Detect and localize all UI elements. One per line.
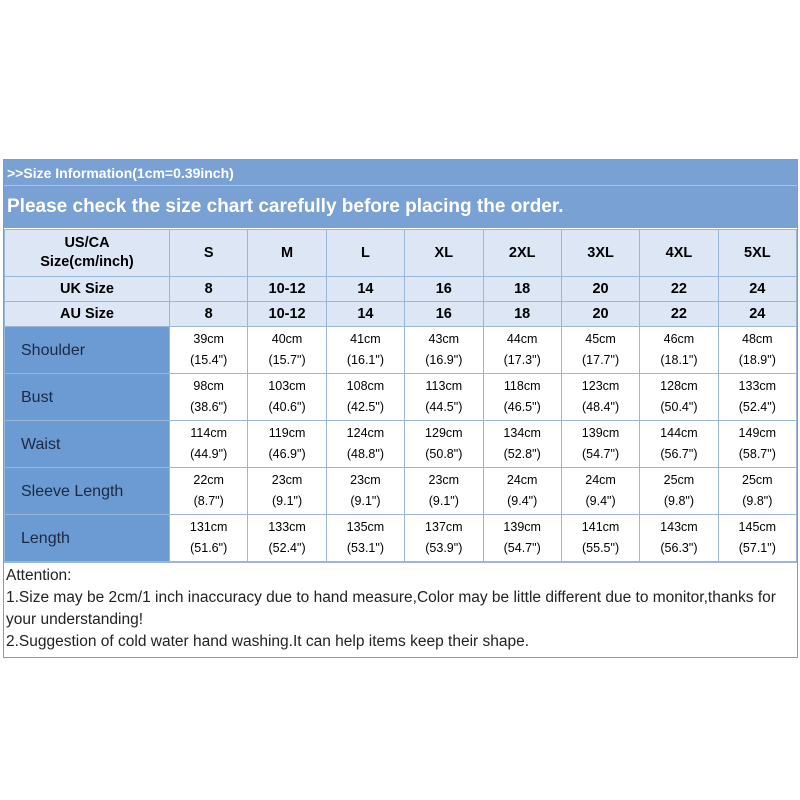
measurement-cm: 25cm — [742, 473, 773, 487]
measurement-inch: (9.4") — [507, 494, 538, 508]
measurement-inch: (57.1") — [738, 541, 776, 555]
au-size-cell: 18 — [483, 302, 561, 327]
measurement-cell — [248, 327, 326, 374]
au-size-cell: 10-12 — [248, 302, 326, 327]
measurement-inch: (15.7") — [268, 353, 306, 367]
measurement-cell — [405, 515, 483, 562]
measurement-cell — [248, 421, 326, 468]
uk-size-cell: 20 — [561, 277, 639, 302]
measurement-inch: (8.7") — [193, 494, 224, 508]
measurement-inch: (46.5") — [503, 400, 541, 414]
measurement-cm: 149cm — [738, 426, 777, 440]
measurement-cell — [718, 515, 796, 562]
au-size-label: AU Size — [5, 302, 170, 327]
attention-notes — [4, 562, 797, 657]
uk-size-cell: 16 — [405, 277, 483, 302]
measurement-cm: 25cm — [663, 473, 695, 487]
measurement-cm: 135cm — [346, 520, 385, 534]
measurement-inch: (9.8") — [742, 494, 773, 508]
measurement-cm: 24cm — [585, 473, 616, 487]
measurement-inch: (54.7") — [503, 541, 541, 555]
measurement-cm: 103cm — [268, 379, 306, 393]
measurement-row — [5, 468, 797, 515]
measurement-inch: (44.9") — [190, 447, 228, 461]
measurement-cm: 114cm — [190, 426, 227, 440]
uk-size-label: UK Size — [5, 277, 170, 302]
au-size-cell: 22 — [640, 302, 718, 327]
measurement-cm: 23cm — [271, 473, 303, 487]
size-table — [4, 229, 797, 562]
measurement-inch: (9.1") — [428, 494, 459, 508]
measurement-inch: (52.4") — [268, 541, 306, 555]
size-header-cell: 3XL — [561, 230, 639, 277]
measurement-cm: 113cm — [425, 379, 463, 393]
uk-size-cell: 18 — [483, 277, 561, 302]
measurement-cell — [483, 374, 561, 421]
measurement-cell — [561, 374, 639, 421]
measurement-inch: (53.9") — [425, 541, 463, 555]
measurement-label: Sleeve Length — [5, 468, 170, 515]
size-chart — [3, 159, 798, 658]
au-size-cell: 8 — [170, 302, 248, 327]
measurement-inch: (56.7") — [660, 447, 698, 461]
size-chart-banner — [4, 160, 797, 229]
measurement-cell — [718, 421, 796, 468]
measurement-cm: 41cm — [350, 332, 381, 346]
size-header-cell: S — [170, 230, 248, 277]
measurement-inch: (50.8") — [425, 447, 463, 461]
uk-size-cell: 22 — [640, 277, 718, 302]
measurement-inch: (9.8") — [663, 494, 694, 508]
attention-note-2: 2.Suggestion of cold water hand washing.It can help items keep their shape. — [6, 633, 530, 650]
measurement-inch: (18.1") — [660, 353, 698, 367]
measurement-inch: (46.9") — [268, 447, 306, 461]
uk-size-cell: 14 — [326, 277, 404, 302]
measurement-cell — [248, 468, 326, 515]
size-information-title: >>Size Information(1cm=0.39inch) — [4, 160, 797, 186]
au-size-cell: 14 — [326, 302, 404, 327]
measurement-cell — [170, 374, 248, 421]
measurement-cell — [405, 421, 483, 468]
measurement-inch: (18.9") — [738, 353, 776, 367]
measurement-cm: 45cm — [585, 332, 616, 346]
uk-size-cell: 24 — [718, 277, 796, 302]
measurement-cell — [718, 327, 796, 374]
size-check-notice: Please check the size chart carefully before placing the order. — [7, 196, 564, 217]
measurement-cm: 129cm — [425, 426, 463, 440]
measurement-cell — [405, 468, 483, 515]
measurement-cell — [561, 421, 639, 468]
measurement-cm: 39cm — [193, 332, 224, 346]
measurement-cm: 46cm — [663, 332, 695, 346]
measurement-cell — [640, 327, 718, 374]
measurement-cell — [718, 374, 796, 421]
measurement-cell — [326, 515, 404, 562]
measurement-cell — [170, 421, 248, 468]
measurement-cm: 40cm — [271, 332, 303, 346]
measurement-cm: 139cm — [503, 520, 541, 534]
measurement-cell — [248, 515, 326, 562]
measurement-cell — [483, 515, 561, 562]
measurement-cm: 43cm — [428, 332, 460, 346]
measurement-cm: 119cm — [268, 426, 306, 440]
measurement-cm: 98cm — [193, 379, 224, 393]
measurement-cm: 131cm — [189, 520, 228, 534]
us-size-label-line2: Size(cm/inch) — [40, 254, 134, 270]
measurement-inch: (42.5") — [346, 400, 384, 414]
measurement-cm: 24cm — [506, 473, 538, 487]
uk-size-row — [5, 277, 797, 302]
measurement-cm: 23cm — [350, 473, 381, 487]
measurement-cell — [405, 327, 483, 374]
us-size-label-line1: US/CA — [64, 235, 110, 251]
measurement-cm: 137cm — [425, 520, 463, 534]
measurement-row — [5, 327, 797, 374]
measurement-inch: (48.4") — [582, 400, 620, 414]
measurement-inch: (17.7") — [582, 353, 620, 367]
measurement-cell — [248, 374, 326, 421]
measurement-cm: 143cm — [660, 520, 698, 534]
measurement-inch: (16.1") — [346, 353, 384, 367]
measurement-cm: 22cm — [193, 473, 224, 487]
au-size-row — [5, 302, 797, 327]
measurement-cell — [326, 468, 404, 515]
size-header-cell: 5XL — [718, 230, 796, 277]
measurement-cell — [561, 468, 639, 515]
uk-size-cell: 8 — [170, 277, 248, 302]
measurement-cell — [483, 421, 561, 468]
size-header-cell: L — [326, 230, 404, 277]
measurement-cell — [170, 515, 248, 562]
uk-size-cell: 10-12 — [248, 277, 326, 302]
measurement-label: Waist — [5, 421, 170, 468]
measurement-cell — [718, 468, 796, 515]
measurement-cell — [640, 515, 718, 562]
measurement-inch: (56.3") — [660, 541, 698, 555]
measurement-cell — [326, 327, 404, 374]
measurement-inch: (53.1") — [346, 541, 384, 555]
measurement-inch: (55.5") — [582, 541, 620, 555]
measurement-cm: 133cm — [268, 520, 306, 534]
measurement-inch: (51.6") — [190, 541, 228, 555]
measurement-row — [5, 421, 797, 468]
measurement-inch: (54.7") — [582, 447, 620, 461]
measurement-cm: 48cm — [742, 332, 773, 346]
size-header-cell: 4XL — [640, 230, 718, 277]
measurement-cm: 128cm — [660, 379, 698, 393]
measurement-cm: 134cm — [503, 426, 541, 440]
size-table-body — [5, 230, 797, 562]
measurement-cell — [561, 515, 639, 562]
measurement-inch: (38.6") — [190, 400, 228, 414]
measurement-inch: (58.7") — [738, 447, 776, 461]
measurement-cell — [170, 327, 248, 374]
measurement-cell — [405, 374, 483, 421]
measurement-inch: (50.4") — [660, 400, 698, 414]
measurement-cell — [326, 374, 404, 421]
measurement-label: Bust — [5, 374, 170, 421]
size-header-row — [5, 230, 797, 277]
size-header-cell: XL — [405, 230, 483, 277]
measurement-cm: 141cm — [581, 520, 620, 534]
measurement-cm: 118cm — [503, 379, 541, 393]
au-size-cell: 16 — [405, 302, 483, 327]
measurement-inch: (17.3") — [503, 353, 541, 367]
measurement-cm: 44cm — [506, 332, 538, 346]
au-size-cell: 20 — [561, 302, 639, 327]
measurement-cm: 23cm — [428, 473, 460, 487]
measurement-inch: (9.1") — [350, 494, 381, 508]
measurement-inch: (52.4") — [738, 400, 776, 414]
au-size-cell: 24 — [718, 302, 796, 327]
measurement-cell — [561, 327, 639, 374]
attention-title: Attention: — [6, 567, 72, 584]
measurement-inch: (16.9") — [425, 353, 463, 367]
measurement-cm: 144cm — [660, 426, 698, 440]
measurement-label: Shoulder — [5, 327, 170, 374]
measurement-row — [5, 515, 797, 562]
measurement-cm: 123cm — [581, 379, 620, 393]
measurement-inch: (40.6") — [268, 400, 306, 414]
size-header-cell: 2XL — [483, 230, 561, 277]
measurement-cell — [640, 468, 718, 515]
measurement-cell — [640, 421, 718, 468]
measurement-cm: 133cm — [738, 379, 777, 393]
measurement-inch: (44.5") — [425, 400, 463, 414]
measurement-cm: 145cm — [738, 520, 777, 534]
size-header-cell: M — [248, 230, 326, 277]
us-size-label — [5, 230, 170, 277]
measurement-cell — [483, 327, 561, 374]
measurement-cell — [640, 374, 718, 421]
measurement-inch: (52.8") — [503, 447, 541, 461]
measurement-label: Length — [5, 515, 170, 562]
attention-note-1: 1.Size may be 2cm/1 inch inaccuracy due to hand measure,Color may be little different due to monitor,thanks for your understanding! — [6, 589, 776, 628]
measurement-cm: 139cm — [581, 426, 620, 440]
measurement-row — [5, 374, 797, 421]
measurement-cm: 124cm — [346, 426, 385, 440]
measurement-inch: (9.1") — [271, 494, 303, 508]
measurement-cm: 108cm — [346, 379, 385, 393]
measurement-cell — [326, 421, 404, 468]
measurement-inch: (15.4") — [190, 353, 228, 367]
measurement-inch: (9.4") — [585, 494, 616, 508]
measurement-cell — [483, 468, 561, 515]
measurement-cell — [170, 468, 248, 515]
measurement-inch: (48.8") — [346, 447, 384, 461]
